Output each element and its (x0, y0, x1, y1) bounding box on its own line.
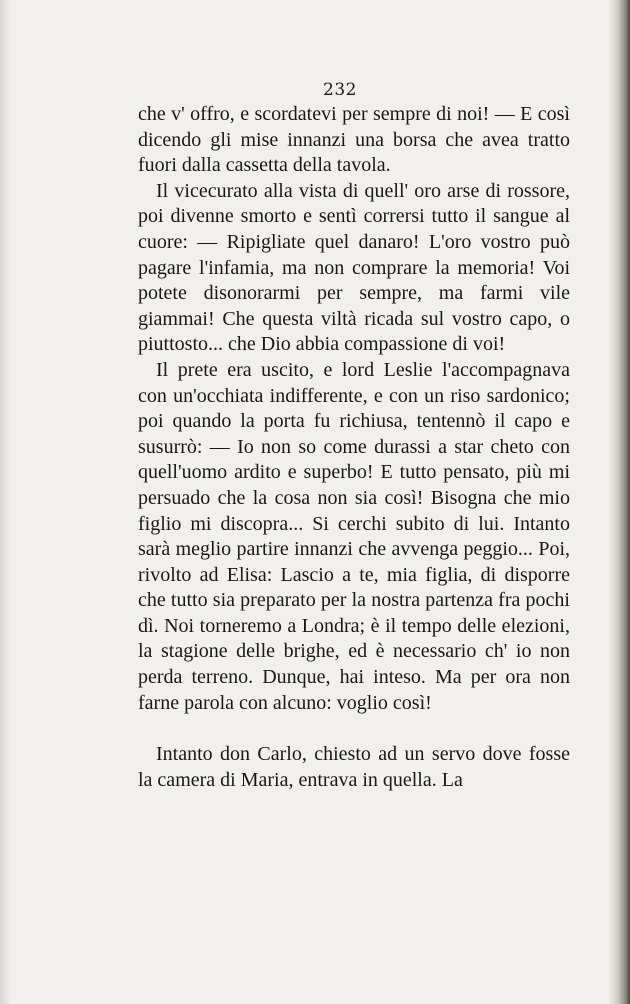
paragraph-4: Intanto don Carlo, chiesto ad un servo dove fosse la camera di Maria, entrava in quella. La (138, 743, 570, 791)
body-text (138, 102, 570, 793)
page-left-edge (0, 0, 10, 1004)
page-number: 232 (323, 80, 357, 100)
paragraph-1: che v' offro, e scordatevi per sempre di noi! — E così dicendo gli mise innanzi una borsa che avea tratto fuori dalla cassetta della tavola. (138, 103, 570, 177)
book-spine-shadow (608, 0, 630, 1004)
paragraph-3: Il prete era uscito, e lord Leslie l'accompagnava con un'occhiata indifferente, e con un riso sardonico; poi quando la porta fu richiusa, tentennò il capo e susurrò: — Io non so come durassi a star cheto con quell'uomo ardito e superbo! E tutto pensato, più mi persuado che la cosa non sia così! Bisogna che mio figlio mi discopra... Si cerchi subito di lui. Intanto sarà meglio partire innanzi che avvenga peggio... Poi, rivolto ad Elisa: Lascio a te, mia figlia, di disporre che tutto sia preparato per la nostra partenza fra pochi dì. Noi torneremo a Londra; è il tempo delle elezioni, la stagione delle brighe, ed è necessario ch' io non perda terreno. Dunque, hai inteso. Ma per ora non farne parola con alcuno: voglio così! (138, 358, 570, 714)
paragraph-2: Il vicecurato alla vista di quell' oro arse di rossore, poi divenne smorto e sentì corrersi tutto il sangue al cuore: — Ripigliate quel danaro! L'oro vostro può pagare l'infamia, ma non comprare la memoria! Voi potete disonorarmi per sempre, ma farmi vile giammai! Che questa viltà ricada sul vostro capo, o piuttosto... che Dio abbia compassione di voi! (138, 179, 570, 356)
